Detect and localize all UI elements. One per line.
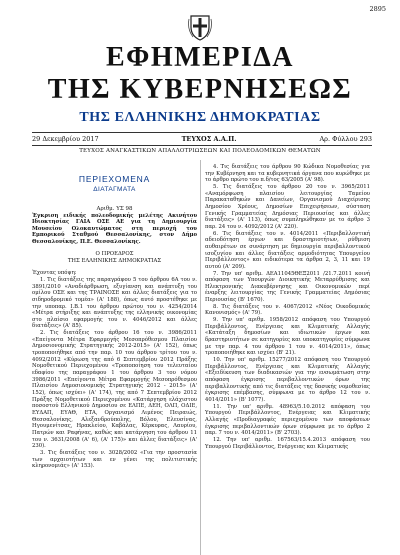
masthead-line-2: ΤΗΣ ΚΥΒΕΡΝΗΣΕΩΣ (47, 74, 353, 105)
paragraph: 2. Τις διατάξεις του άρθρου 16 του ν. 3986/2011 «Επείγοντα Μέτρα Εφαρμογής Μεσοπρόθεσμου Πλαισίου Δημοσιονομικής Στρατηγικής 2012-2015» (Α' 152), όπως τροποποιήθηκε από την παρ. 10 του άρθρου τρίτου του ν. 4092/2012 «Κύρωση της από 6 Σεπτεμβρίου 2012 Πράξης Νομοθετικού Περιεχομένου «Τροποποίηση του τελευταίου εδαφίου της παραγράφου 1 του άρθρου 3 του νόμου 3986/2011 «Επείγοντα Μέτρα Εφαρμογής Μεσοπρόθεσμου Πλαισίου Δημοσιονομικής Στρατηγικής 2012 - 2015» (Α' 152), όπως ισχύει» (Α' 174), της από 7 Σεπτεμβρίου 2012 Πράξης Νομοθετικού Περιεχομένου «Κατάργηση ελάχιστου ποσοστού Ελληνικού Δημοσίου σε ΕΛΠΕ, ΔΕΗ, ΟΛΠ, ΟΔΙΕ, ΕΥΔΑΠ, ΕΥΑΘ, ΕΤΑ, Οργανισμό Λιμένος Πειραιώς, Θεσσαλονίκης, Αλεξανδρούπολης, Βόλου, Ελευσίνας, Ηγουμενίτσας, Ηρακλείου, Καβάλας, Κέρκυρας, Λαυρίου, Πατρών και Ραφήνας, καθώς και κατάργηση του άρθρου 11 του ν. 3631/2008 (Α' 6), (Α' 175)» και άλλες διατάξεις» (Α' 230). (32, 330, 197, 450)
page-number: 2895 (369, 5, 386, 13)
header-rule-bottom (32, 145, 372, 146)
paragraph: 11. Την υπ' αριθμ. 48963/5.10.2012 απόφαση του Υπουργού Περιβάλλοντος, Ενέργειας και Κλιματικής Αλλαγής «Προδιαγραφές περιεχομένου των αποφάσεων έγκρισης περιβαλλοντικών όρων σύμφωνα με το άρθρο 2 παρ. 7 του ν. 4014/2011» (Β' 2703). (205, 403, 370, 437)
decree-number: Αριθμ. ΥΣ 98 (96, 206, 133, 212)
left-column (32, 164, 197, 470)
lead-text: Έχοντας υπόψη: (32, 270, 77, 277)
paragraph: 1. Τις διατάξεις της παραγράφου 5 του άρθρου 6Α του ν. 3891/2010 «Αναδιάρθρωση, εξυγίανση και ανάπτυξη του ομίλου ΟΣΕ και της ΤΡΑΙΝΟΣΕ και άλλες διατάξεις για το σιδηροδρομικό τομέα» (Α' 188), όπως αυτό προστέθηκε με την υποπαρ. Ι.Β.1 του άρθρου πρώτου του ν. 4254/2014 «Μέτρα στήριξης και ανάπτυξης της ελληνικής οικονομίας στο πλαίσιο εφαρμογής του ν. 4046/2012 και άλλες διατάξεις» (Α' 85). (32, 276, 197, 330)
issue-info-bar (32, 133, 372, 144)
paragraph: 8. Τις διατάξεις του ν. 4067/2012 «Νέος Οικοδομικός Κανονισμός» (Α' 79). (205, 303, 370, 317)
greek-coat-of-arms-icon (187, 13, 213, 41)
paragraph: 3. Τις διατάξεις του ν. 3028/2002 «Για την προστασία των αρχαιοτήτων και εν γένει της πολιτιστικής κληρονομιάς» (Α' 153). (32, 449, 197, 470)
right-column (205, 164, 370, 450)
president-heading: Ο ΠΡΟΕΔΡΟΣ (95, 251, 134, 258)
issue-type: ΤΕΥΧΟΣ Α.Α.Π. (181, 134, 237, 143)
decree-title: Έγκριση ειδικής πολεοδομικής μελέτης Ακινήτου Ιδιοκτησίας ΓΑΙΑ ΟΣΕ ΑΕ για τη Δημιουργία Μουσείου Ολοκαυτώματος στη περιοχή του Εμπορικού Σταθμού Θεσσαλονίκης, στον Δήμο Θεσσαλονίκης, Π.Ε. Θεσσαλονίκης. (32, 213, 197, 245)
masthead-line-3: ΤΗΣ ΕΛΛΗΝΙΚΗΣ ΔΗΜΟΚΡΑΤΙΑΣ (79, 110, 321, 125)
paragraph: 7. Την υπ' αριθμ. ΔΕΑ11045ΘΕΞ2011 /21.7.2011 κοινή απόφαση των Υπουργών Διοικητικής Μεταρρύθμισης και Ηλεκτρονικής Διακυβέρνησης και Οικονομικών περί έναρξης λειτουργίας της Γενικής Γραμματείας Δημόσιας Περιουσίας (Β' 1670). (205, 270, 370, 304)
issue-subtitle: ΤΕΥΧΟΣ ΑΝΑΓΚΑΣΤΙΚΩΝ ΑΠΑΛΛΟΤΡΙΩΣΕΩΝ ΚΑΙ ΠΟΛΕΟΔΟΜΙΚΩΝ ΘΕΜΑΤΩΝ (79, 148, 321, 154)
section-title: ΔΙΑΤΑΓΜΑΤΑ (93, 186, 136, 193)
paragraph: 5. Τις διατάξεις του άρθρου 20 του ν. 3965/2011 «Αναμόρφωση πλαισίου λειτουργίας Ταμείου Παρακαταθηκών και Δανείων, Οργανισμού Διαχείρισης Δημοσίου Χρέους, Δημοσίων Επιχειρήσεων, σύσταση Γενικής Γραμματείας Δημόσιας Περιουσίας και άλλες διατάξεις» (Α' 113), όπως συμπληρώθηκαν με το άρθρο 3 παρ. 24 του ν. 4092/2012 (Α' 220). (205, 183, 370, 230)
sheet-number: Αρ. Φύλλου 293 (319, 134, 372, 143)
masthead-line-1: ΕΦΗΜΕΡΙΔΑ (105, 42, 295, 73)
column-divider (200, 160, 201, 555)
issue-date: 29 Δεκεμβρίου 2017 (32, 134, 99, 143)
republic-heading: ΤΗΣ ΕΛΛΗΝΙΚΗΣ ΔΗΜΟΚΡΑΤΙΑΣ (67, 257, 162, 264)
paragraph: 10. Την υπ' αριθμ. 15277/2012 απόφαση του Υπουργού Περιβάλλοντος, Ενέργειας και Κλιματικής Αλλαγής «Εξειδίκευση των διαδικασιών για την ενσωμάτωση στην απόφαση έγκρισης περιβαλλοντικών όρων της περιβαλλοντικής από τις διατάξεις της δασικής νομοθεσίας έγκρισης επέμβασης, σύμφωνα με το άρθρο 12 του ν. 4014/2011» (Β' 1077). (205, 357, 370, 403)
paragraph: 12. Την υπ' αριθμ. 167563/15.4.2013 απόφαση του Υπουργού Περιβάλλοντος, Ενέργειας και Κλιματικής (205, 436, 370, 450)
paragraph: 9. Την υπ' αριθμ. 1958/2012 απόφαση του Υπουργού Περιβάλλοντος, Ενέργειας και Κλιματικής Αλλαγής «Κατάταξη δημοσίων και ιδιωτικών έργων και δραστηριοτήτων σε κατηγορίες και υποκατηγορίες σύμφωνα με την παρ. 4 του άρθρου 1 του ν. 4014/2011», όπως τροποποιήθηκε και ισχύει (Β' 21). (205, 317, 370, 357)
paragraph: 6. Τις διατάξεις του ν. 4014/2011 «Περιβαλλοντική αδειοδότηση έργων και δραστηριοτήτων, ρύθμιση αυθαιρέτων σε συνάρτηση με δημιουργία περιβαλλοντικού ισοζυγίου και άλλες διατάξεις αρμοδιότητας Υπουργείου Περιβάλλοντος» και ειδικότερα τα άρθρα 2, 3, 11 και 19 αυτού (Α' 209). (205, 230, 370, 270)
paragraph: 4. Τις διατάξεις του άρθρου 90 Κώδικα Νομοθεσίας για την Κυβέρνηση και τα κυβερνητικά όργανα που κυρώθηκε με το άρθρο πρώτο του π.δ/τος 63/2005 (Α' 98). (205, 164, 370, 184)
contents-title: ΠΕΡΙΕΧΟΜΕΝΑ (78, 174, 151, 184)
